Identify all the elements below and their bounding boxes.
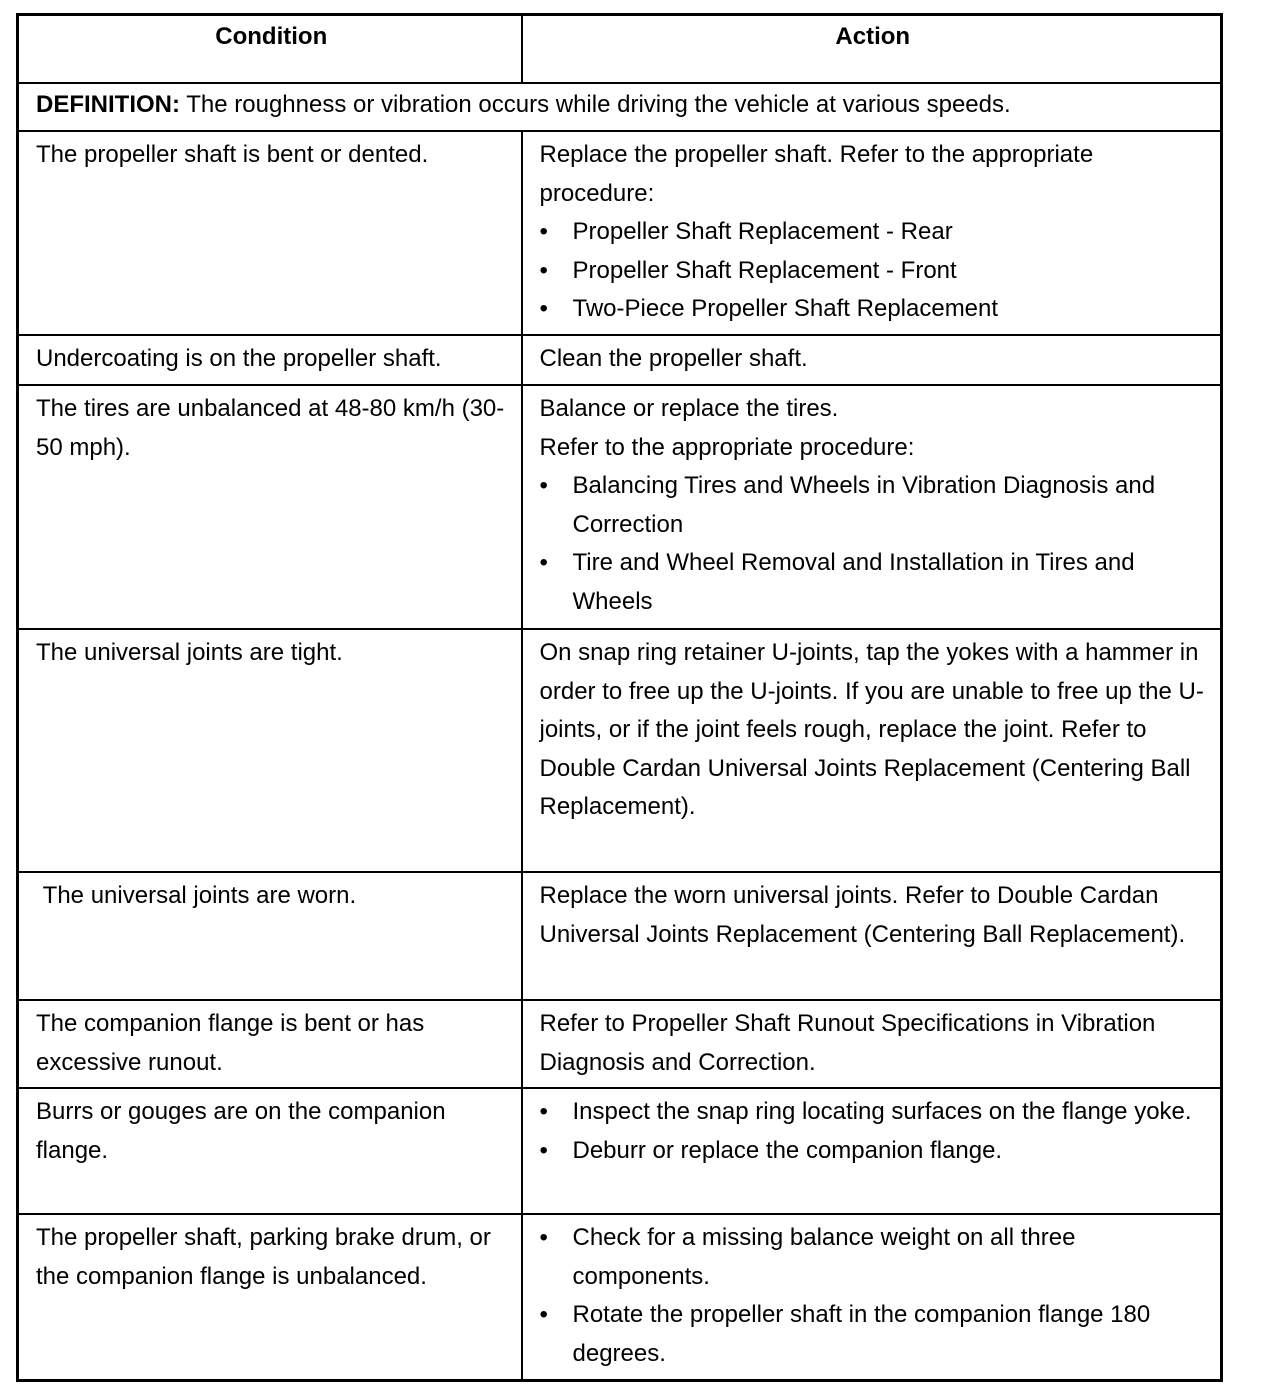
table-row [18,872,1222,1000]
table-row [18,1088,1222,1214]
table-row [18,385,1222,629]
condition-cell: The propeller shaft is bent or dented. [18,131,522,335]
bullet-icon: • [539,1224,548,1251]
bullet-text: Check for a missing balance weight on all three components. [572,1224,1076,1290]
bullet-item [540,544,1207,621]
condition-cell: The universal joints are worn. [18,872,522,1000]
action-cell [522,335,1222,385]
condition-cell: The companion flange is bent or has excessive runout. [18,1000,522,1088]
definition-label: DEFINITION: [36,91,180,118]
definition-cell [18,83,1222,131]
action-cell [522,1088,1222,1214]
bullet-text: Balancing Tires and Wheels in Vibration Diagnosis and Correction [572,472,1156,538]
table-row [18,335,1222,385]
bullet-text: Propeller Shaft Replacement - Rear [572,218,953,245]
table-row [18,1000,1222,1088]
bullet-text: Two-Piece Propeller Shaft Replacement [572,295,999,322]
bullet-item [540,213,1207,252]
bullet-text: Deburr or replace the companion flange. [572,1136,1003,1164]
action-cell [522,385,1222,629]
condition-cell: The tires are unbalanced at 48-80 km/h (30-50 mph). [18,385,522,629]
action-cell [522,1214,1222,1381]
condition-cell: Undercoating is on the propeller shaft. [18,335,522,385]
diagnosis-table [16,13,1223,1382]
bullet-icon: • [539,1136,548,1164]
action-paragraph: Balance or replace the tires. [539,395,839,422]
bullet-text: Rotate the propeller shaft in the companion flange 180 degrees. [572,1301,1151,1367]
condition-cell: The propeller shaft, parking brake drum, or the companion flange is unbalanced. [18,1214,522,1381]
bullet-item [540,1132,1207,1171]
action-paragraph: Refer to the appropriate procedure: [539,433,915,461]
condition-cell: Burrs or gouges are on the companion flange. [18,1088,522,1214]
action-header: Action [522,15,1222,84]
table-row [18,131,1222,335]
action-cell [522,1000,1222,1088]
table-row [18,1214,1222,1381]
bullet-item [540,1219,1207,1296]
bullet-text: Tire and Wheel Removal and Installation in Tires and Wheels [572,549,1135,615]
action-paragraph: Replace the propeller shaft. Refer to the appropriate procedure: [539,141,1094,207]
definition-text: The roughness or vibration occurs while driving the vehicle at various speeds. [180,91,1011,118]
action-paragraph: Clean the propeller shaft. [539,345,808,372]
action-cell [522,629,1222,872]
bullet-icon: • [539,1301,548,1328]
bullet-icon: • [539,1098,548,1125]
action-cell [522,131,1222,335]
bullet-icon: • [539,549,548,576]
bullet-text: Propeller Shaft Replacement - Front [572,256,957,284]
bullet-icon: • [539,295,548,322]
action-cell [522,872,1222,1000]
bullet-item [540,1093,1207,1132]
bullet-text: Inspect the snap ring locating surfaces on the flange yoke. [572,1098,1192,1125]
condition-cell: The universal joints are tight. [18,629,522,872]
table-row [18,629,1222,872]
definition-row [18,83,1222,131]
bullet-icon: • [539,218,548,245]
bullet-icon: • [539,472,548,499]
action-paragraph: On snap ring retainer U-joints, tap the yokes with a hammer in order to free up the U-joints. If you are unable to free up the U-joints, or if the joint feels rough, replace the joint. Refer to Double Cardan Universal Joints Replacement (Centering Ball Replacement). [539,639,1204,820]
bullet-item [540,467,1207,544]
bullet-icon: • [539,256,548,284]
condition-header: Condition [18,15,522,84]
bullet-item [540,290,1207,329]
bullet-item [540,1296,1207,1373]
action-paragraph: Replace the worn universal joints. Refer to Double Cardan Universal Joints Replacement (Centering Ball Replacement). [539,882,1186,948]
header-row [18,15,1222,84]
bullet-item [540,252,1207,291]
action-paragraph: Refer to Propeller Shaft Runout Specifications in Vibration Diagnosis and Correction. [539,1010,1156,1076]
